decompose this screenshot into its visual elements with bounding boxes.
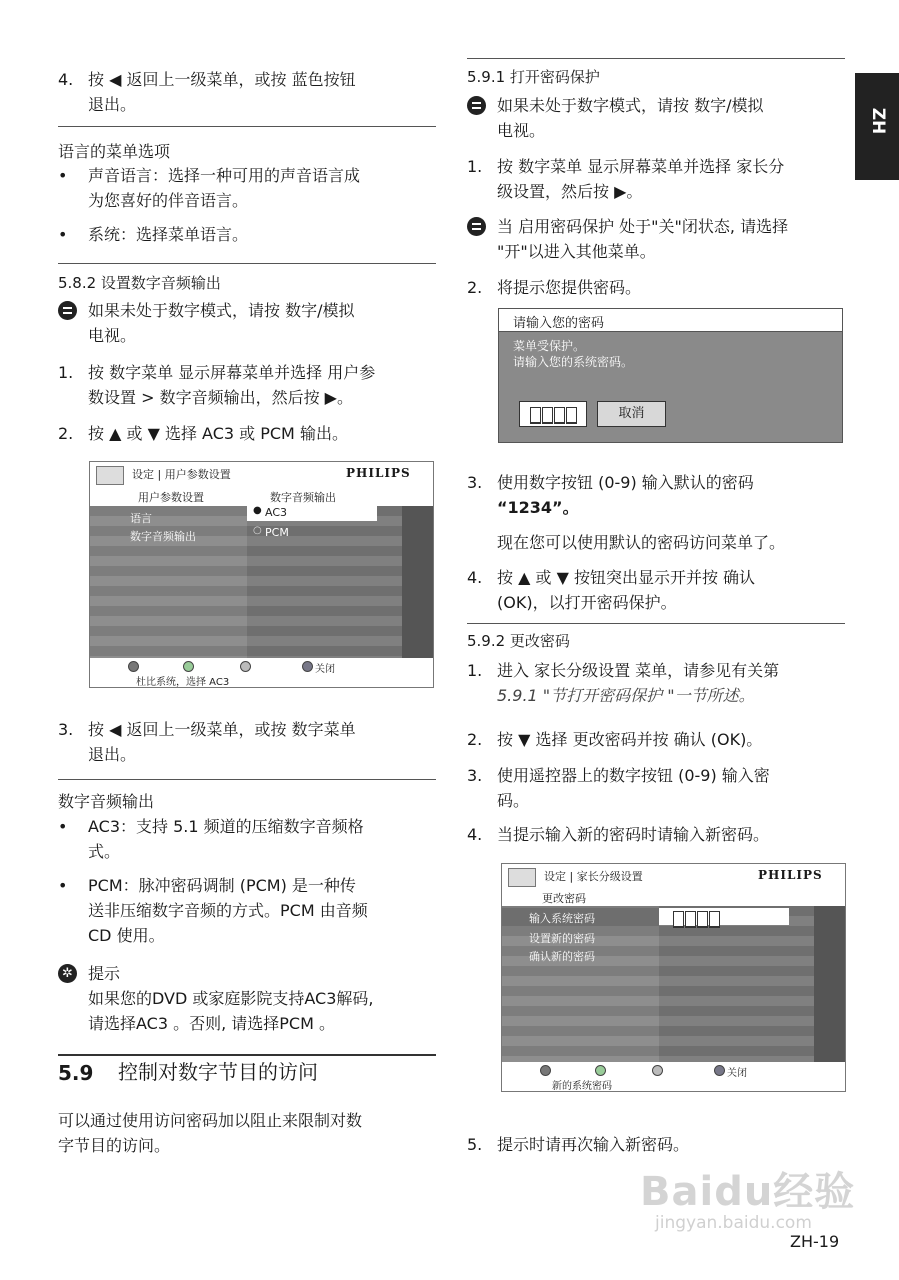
tip-title: 提示 bbox=[88, 964, 121, 983]
footer-hint: 杜比系统，选择 AC3 bbox=[136, 677, 230, 688]
dialog-title: 请输入您的密码 bbox=[513, 316, 605, 331]
intro-line: 字节目的访问。 bbox=[58, 1136, 171, 1155]
divider bbox=[58, 779, 436, 780]
step-text-line: 按 ◀ 返回上一级菜单，或按 数字菜单 bbox=[88, 720, 356, 739]
bullet-text-line: AC3：支持 5.1 频道的压缩数字音频格 bbox=[88, 817, 364, 836]
tip-box bbox=[58, 961, 448, 1041]
bullet-text-line: CD 使用。 bbox=[88, 926, 165, 945]
note-text-line: 如果未处于数字模式，请按 数字/模拟 bbox=[88, 301, 355, 320]
note-icon bbox=[467, 96, 486, 115]
step-text-line: 5.9.1 "节打开密码保护 "一节所述。 bbox=[497, 686, 755, 705]
red-button-icon bbox=[128, 661, 139, 672]
section-divider bbox=[58, 1054, 436, 1056]
bullet-text-line: 送非压缩数字音频的方式。PCM 由音频 bbox=[88, 901, 368, 920]
step-text-line: 提示时请再次输入新密码。 bbox=[497, 1135, 690, 1154]
divider bbox=[467, 58, 845, 59]
yellow-button-icon bbox=[240, 661, 251, 672]
step-number: 2. bbox=[467, 730, 483, 749]
step-text-line: 退出。 bbox=[88, 745, 137, 764]
intro-line: 可以通过使用访问密码加以阻止来限制对数 bbox=[58, 1111, 363, 1130]
step-text-line: 按 ▼ 选择 更改密码并按 确认 (OK)。 bbox=[497, 730, 763, 749]
red-button-icon bbox=[540, 1065, 551, 1076]
step-text-line: 使用遥控器上的数字按钮 (0-9) 输入密 bbox=[497, 766, 770, 785]
bullet-text-line: 式。 bbox=[88, 842, 121, 861]
tv-icon bbox=[508, 868, 536, 887]
tip-line: 如果您的DVD 或家庭影院支持AC3解码, bbox=[88, 989, 374, 1008]
menu-item-set-new-password[interactable]: 设置新的密码 bbox=[529, 932, 595, 945]
blue-button-icon bbox=[714, 1065, 725, 1076]
step-text-line: 数设置 > 数字音频输出，然后按 ▶。 bbox=[88, 388, 353, 407]
radio-unselected-icon: ○ bbox=[253, 525, 262, 536]
step-text-line: 按 ▲ 或 ▼ 选择 AC3 或 PCM 输出。 bbox=[88, 424, 348, 443]
step-number: 2. bbox=[467, 278, 483, 297]
step-text-line: 按 数字菜单 显示屏幕菜单并选择 家长分 bbox=[497, 157, 785, 176]
step-text-line: 退出。 bbox=[88, 95, 137, 114]
footer-hint: 新的系统密码 bbox=[552, 1081, 612, 1092]
step-text-line: 级设置，然后按 ▶。 bbox=[497, 182, 643, 201]
note-icon bbox=[58, 301, 77, 320]
language-tab bbox=[855, 73, 899, 180]
audio-output-menu-screenshot bbox=[89, 461, 434, 688]
pin-digit-boxes bbox=[530, 405, 578, 424]
step-text-line: “1234”。 bbox=[497, 498, 579, 517]
tip-line: 请选择AC3 。否则, 请选择PCM 。 bbox=[88, 1014, 335, 1033]
step-number: 3. bbox=[58, 720, 74, 739]
step-text-line: (OK)，以打开密码保护。 bbox=[497, 593, 677, 612]
breadcrumb: 设定 | 用户参数设置 bbox=[132, 468, 231, 481]
pin-digit-boxes bbox=[673, 909, 721, 928]
step-number: 4. bbox=[467, 568, 483, 587]
breadcrumb: 设定 | 家长分级设置 bbox=[544, 870, 643, 883]
baidu-watermark-logo: Baidu经验 bbox=[640, 1169, 856, 1215]
menu-header bbox=[90, 462, 433, 492]
system-password-input[interactable] bbox=[659, 908, 789, 925]
divider bbox=[58, 263, 436, 264]
step-text-line: 进入 家长分级设置 菜单，请参见有关第 bbox=[497, 661, 780, 680]
column-header-audio-output: 数字音频输出 bbox=[270, 491, 336, 504]
digital-audio-out-title: 数字音频输出 bbox=[58, 792, 155, 811]
lang-options-title: 语言的菜单选项 bbox=[58, 142, 171, 161]
bullet-text-line: 系统：选择菜单语言。 bbox=[88, 225, 249, 244]
step-number: 1. bbox=[58, 363, 74, 382]
section-5-8-2-heading: 5.8.2 设置数字音频输出 bbox=[58, 274, 221, 292]
tv-icon bbox=[96, 466, 124, 485]
divider bbox=[58, 126, 436, 127]
change-password-menu-screenshot bbox=[501, 863, 846, 1092]
step-number: 2. bbox=[58, 424, 74, 443]
bullet-text-line: 声音语言：选择一种可用的声音语言成 bbox=[88, 166, 361, 185]
column-header-user-settings: 用户参数设置 bbox=[138, 491, 204, 504]
philips-logo: PHILIPS bbox=[346, 466, 411, 480]
option-pcm-label: PCM bbox=[265, 526, 289, 539]
step-number: 4. bbox=[467, 825, 483, 844]
bullet-text-line: PCM：脉冲密码调制 (PCM) 是一种传 bbox=[88, 876, 356, 895]
page-number: ZH-19 bbox=[790, 1232, 840, 1251]
section-5-9-title: 控制对数字节目的访问 bbox=[118, 1060, 318, 1084]
menu-item-language[interactable]: 语言 bbox=[130, 512, 152, 525]
radio-selected-icon: ● bbox=[253, 505, 262, 516]
menu-footer bbox=[502, 1062, 845, 1091]
blue-button-icon bbox=[302, 661, 313, 672]
menu-item-enter-system-password[interactable]: 输入系统密码 bbox=[529, 912, 595, 925]
note-text-line: 电视。 bbox=[88, 326, 137, 345]
step-number: 4. bbox=[58, 70, 74, 89]
column-header-change-password: 更改密码 bbox=[542, 892, 586, 905]
note-text-line: 当 启用密码保护 处于"关"闭状态, 请选择 bbox=[497, 217, 789, 236]
dialog-message: 请输入您的系统密码。 bbox=[513, 355, 634, 369]
section-5-9-2-heading: 5.9.2 更改密码 bbox=[467, 632, 570, 650]
divider bbox=[467, 623, 845, 624]
step-number: 3. bbox=[467, 766, 483, 785]
green-button-icon bbox=[183, 661, 194, 672]
step-text-line: 按 ▲ 或 ▼ 按钮突出显示开并按 确认 bbox=[497, 568, 756, 587]
step-text-line: 码。 bbox=[497, 791, 530, 810]
menu-item-digital-audio-out[interactable]: 数字音频输出 bbox=[130, 530, 196, 543]
menu-options-column bbox=[659, 906, 814, 1062]
menu-footer bbox=[90, 658, 433, 687]
bullet-text-line: 为您喜好的伴音语言。 bbox=[88, 191, 249, 210]
language-tab-label: ZH bbox=[868, 107, 888, 135]
step-text-line: 使用数字按钮 (0-9) 输入默认的密码 bbox=[497, 473, 754, 492]
menu-item-confirm-new-password[interactable]: 确认新的密码 bbox=[529, 950, 595, 963]
note-text-line: 如果未处于数字模式，请按 数字/模拟 bbox=[497, 96, 764, 115]
step-text-line: 将提示您提供密码。 bbox=[497, 278, 642, 297]
dialog-message: 菜单受保护。 bbox=[513, 339, 586, 353]
note-text-line: 电视。 bbox=[497, 121, 546, 140]
close-label: 关闭 bbox=[727, 1068, 747, 1079]
section-5-9-number: 5.9 bbox=[58, 1061, 94, 1085]
baidu-watermark-url: jingyan.baidu.com bbox=[655, 1213, 812, 1233]
step-number: 3. bbox=[467, 473, 483, 492]
password-input[interactable] bbox=[519, 401, 587, 427]
tip-icon: ✲ bbox=[58, 964, 77, 983]
access-menu-text: 现在您可以使用默认的密码访问菜单了。 bbox=[497, 533, 786, 552]
step-text-line: 按 ◀ 返回上一级菜单，或按 蓝色按钮 bbox=[88, 70, 356, 89]
option-pcm[interactable] bbox=[247, 524, 377, 541]
password-dialog bbox=[498, 308, 843, 443]
section-5-9-1-heading: 5.9.1 打开密码保护 bbox=[467, 68, 600, 86]
close-label: 关闭 bbox=[315, 664, 335, 675]
step-text-line: 当提示输入新的密码时请输入新密码。 bbox=[497, 825, 770, 844]
option-ac3-label: AC3 bbox=[265, 506, 288, 519]
step-number: 5. bbox=[467, 1135, 483, 1154]
note-text-line: "开"以进入其他菜单。 bbox=[497, 242, 656, 261]
step-number: 1. bbox=[467, 157, 483, 176]
green-button-icon bbox=[595, 1065, 606, 1076]
step-number: 1. bbox=[467, 661, 483, 680]
option-ac3-highlighted[interactable] bbox=[247, 504, 377, 521]
yellow-button-icon bbox=[652, 1065, 663, 1076]
cancel-button[interactable]: 取消 bbox=[597, 401, 666, 427]
philips-logo: PHILIPS bbox=[758, 868, 823, 882]
step-text-line: 按 数字菜单 显示屏幕菜单并选择 用户参 bbox=[88, 363, 376, 382]
note-icon bbox=[467, 217, 486, 236]
